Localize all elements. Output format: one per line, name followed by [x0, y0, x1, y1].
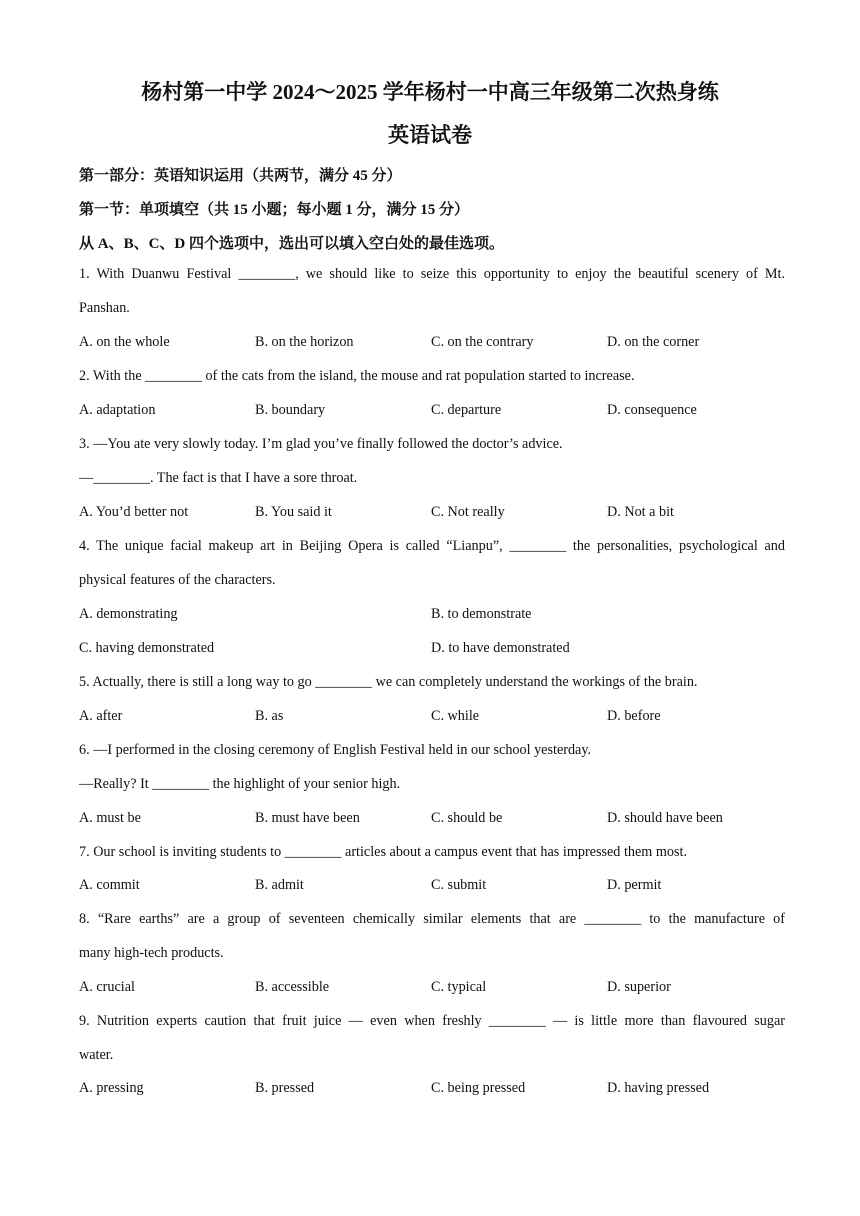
q6-option-d: D. should have been — [607, 810, 723, 826]
question-4-line-1: 4. The unique facial makeup art in Beijing Opera is called “Lianpu”, ________ the personalities, psychological and — [79, 538, 785, 554]
exam-subtitle: 英语试卷 — [388, 123, 472, 147]
q4-option-c: C. having demonstrated — [79, 640, 215, 656]
q6-option-c: C. should be — [431, 810, 503, 826]
q4-option-a: A. demonstrating — [79, 606, 178, 622]
q7-option-a: A. commit — [79, 877, 140, 893]
q2-option-d: D. consequence — [607, 402, 697, 418]
q2-option-c: C. departure — [431, 402, 502, 418]
exam-title: 杨村第一中学 2024～2025 学年杨村一中高三年级第二次热身练 — [141, 80, 719, 104]
question-6-line-2: —Really? It ________ the highlight of your senior high. — [79, 776, 401, 792]
q5-option-c: C. while — [431, 708, 480, 724]
question-1-line-1: 1. With Duanwu Festival ________, we should like to seize this opportunity to enjoy the beautiful scenery of Mt. — [79, 266, 785, 282]
q9-option-c: C. being pressed — [431, 1080, 526, 1096]
q1-option-d: D. on the corner — [607, 334, 700, 350]
q3-option-d: D. Not a bit — [607, 504, 674, 520]
q1-option-c: C. on the contrary — [431, 334, 534, 350]
q1-option-a: A. on the whole — [79, 334, 170, 350]
question-7-line-1: 7. Our school is inviting students to ________ articles about a campus event that has impressed them most. — [79, 844, 687, 860]
q8-option-b: B. accessible — [255, 979, 330, 995]
q7-option-b: B. admit — [255, 877, 304, 893]
question-9-line-1: 9. Nutrition experts caution that fruit juice — even when freshly ________ — is little more than flavoured sugar — [79, 1013, 785, 1029]
instruction-text: 从 A、B、C、D 四个选项中，选出可以填入空白处的最佳选项。 — [79, 236, 505, 252]
q8-option-d: D. superior — [607, 979, 671, 995]
question-4-line-2: physical features of the characters. — [79, 572, 276, 588]
q7-option-c: C. submit — [431, 877, 487, 893]
section-heading: 第一节：单项填空（共 15 小题；每小题 1 分，满分 15 分） — [79, 202, 470, 218]
question-9-line-2: water. — [79, 1047, 114, 1063]
q9-option-d: D. having pressed — [607, 1080, 710, 1096]
question-6-line-1: 6. —I performed in the closing ceremony of English Festival held in our school yesterday. — [79, 742, 592, 758]
q9-option-b: B. pressed — [255, 1080, 315, 1096]
q8-option-c: C. typical — [431, 979, 487, 995]
question-8-line-1: 8. “Rare earths” are a group of seventeen chemically similar elements that are ________ to the manufacture of — [79, 911, 785, 927]
question-8-line-2: many high-tech products. — [79, 945, 224, 961]
q5-option-b: B. as — [255, 708, 284, 724]
question-2-line-1: 2. With the ________ of the cats from the island, the mouse and rat population started to increase. — [79, 368, 635, 384]
q5-option-a: A. after — [79, 708, 123, 724]
q3-option-a: A. You’d better not — [79, 504, 189, 520]
question-3-line-2: —________. The fact is that I have a sore throat. — [79, 470, 358, 486]
q7-option-d: D. permit — [607, 877, 662, 893]
q2-option-a: A. adaptation — [79, 402, 156, 418]
question-3-line-1: 3. —You ate very slowly today. I’m glad you’ve finally followed the doctor’s advice. — [79, 436, 563, 452]
question-5-line-1: 5. Actually, there is still a long way to go ________ we can completely understand the workings of the brain. — [79, 674, 698, 690]
q4-option-b: B. to demonstrate — [431, 606, 532, 622]
q4-option-d: D. to have demonstrated — [431, 640, 570, 656]
q2-option-b: B. boundary — [255, 402, 326, 418]
q3-option-c: C. Not really — [431, 504, 505, 520]
q1-option-b: B. on the horizon — [255, 334, 354, 350]
question-1-line-2: Panshan. — [79, 300, 130, 316]
q9-option-a: A. pressing — [79, 1080, 144, 1096]
q6-option-a: A. must be — [79, 810, 141, 826]
part-heading: 第一部分：英语知识运用（共两节，满分 45 分） — [79, 168, 402, 184]
q8-option-a: A. crucial — [79, 979, 135, 995]
q6-option-b: B. must have been — [255, 810, 360, 826]
q3-option-b: B. You said it — [255, 504, 332, 520]
q5-option-d: D. before — [607, 708, 661, 724]
